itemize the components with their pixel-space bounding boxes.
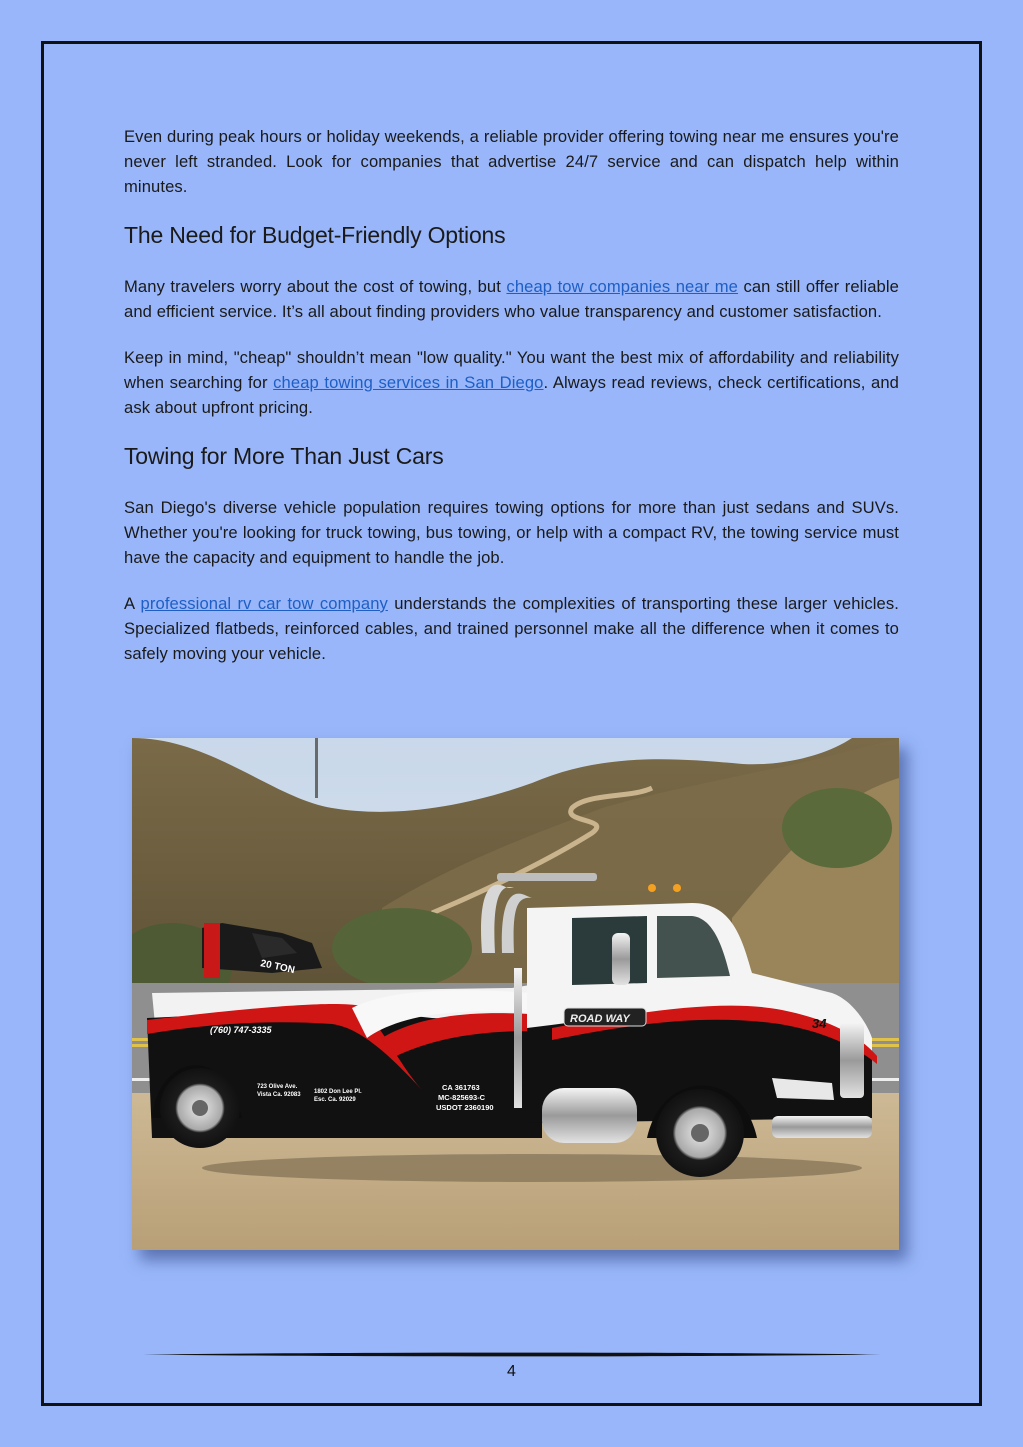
- truck-license-1: CA 361763: [442, 1083, 480, 1092]
- truck-license-3: USDOT 2360190: [436, 1103, 494, 1112]
- truck-address2-line2: Esc. Ca. 92029: [314, 1097, 356, 1103]
- section-heading-more-than-cars: Towing for More Than Just Cars: [124, 443, 444, 469]
- link-rv-car-tow-company[interactable]: professional rv car tow company: [140, 594, 388, 613]
- link-cheap-tow-companies[interactable]: cheap tow companies near me: [506, 277, 739, 296]
- tow-truck-illustration: [132, 738, 899, 1250]
- link-cheap-towing-services[interactable]: cheap towing services in San Diego: [273, 373, 544, 392]
- budget-paragraph-1: [124, 274, 899, 324]
- truck-license-2: MC-825693-C: [438, 1093, 486, 1102]
- text-span: Keep in mind, "cheap" shouldn’t mean "low quality." You want the best mix of affordability and reliability when searching for: [124, 348, 899, 392]
- text-span: can still offer reliable and efficient service. It’s all about finding providers who value transparency and customer satisfaction.: [124, 277, 899, 321]
- truck-phone-label: (760) 747-3335: [210, 1025, 272, 1035]
- budget-paragraph-2: [124, 345, 899, 420]
- text-span: A: [124, 594, 141, 613]
- page-number: 4: [507, 1363, 516, 1380]
- truck-capacity-label: 20 TON: [259, 958, 296, 977]
- footer-divider: [143, 1352, 881, 1357]
- truck-brand-label: ROAD WAY: [570, 1013, 630, 1025]
- text-span: . Always read reviews, check certifications, and ask about upfront pricing.: [124, 373, 900, 417]
- more-than-cars-paragraph-2: [124, 591, 899, 666]
- section-heading-budget: The Need for Budget-Friendly Options: [124, 222, 506, 248]
- truck-address1-line1: 723 Olive Ave.: [257, 1084, 298, 1090]
- page-content: [124, 124, 899, 687]
- text-span: understands the complexities of transporting these larger vehicles. Specialized flatbeds, reinforced cables, and trained personnel make all the difference when it comes to safely moving your vehicle.: [124, 594, 899, 663]
- more-than-cars-paragraph-1: San Diego's diverse vehicle population requires towing options for more than just sedans and SUVs. Whether you're looking for truck towing, bus towing, or help with a compact RV, the towing service must have the capacity and equipment to handle the job.: [124, 498, 899, 567]
- text-span: Many travelers worry about the cost of towing, but: [124, 277, 507, 296]
- truck-number-label: 34: [812, 1016, 827, 1031]
- intro-paragraph: Even during peak hours or holiday weekends, a reliable provider offering towing near me ensures you're never left stranded. Look for companies that advertise 24/7 service and can dispatch help within minutes.: [124, 127, 899, 196]
- tow-truck-photo: [132, 738, 899, 1250]
- truck-address1-line2: Vista Ca. 92083: [257, 1092, 301, 1098]
- truck-address2-line1: 1802 Don Lee Pl.: [314, 1089, 362, 1095]
